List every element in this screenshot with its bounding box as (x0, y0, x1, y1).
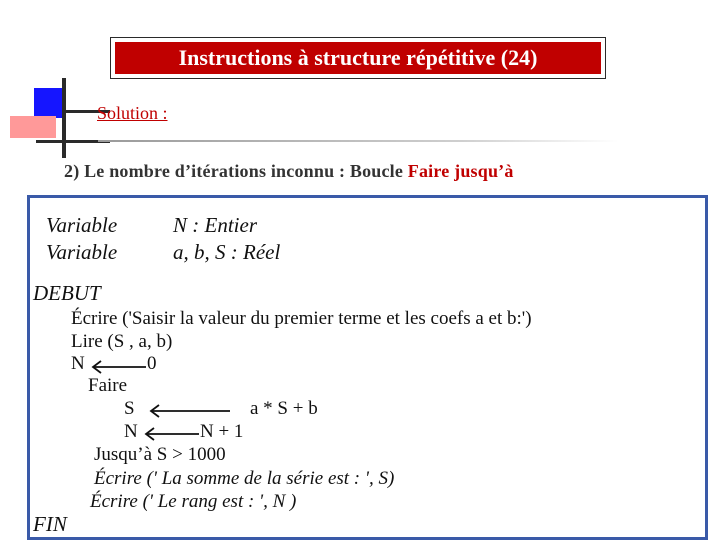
faire-keyword: Faire (88, 375, 128, 396)
title-box (110, 37, 606, 79)
page-title: Instructions à structure répétitive (24) (115, 42, 601, 74)
left-arrow-icon (143, 427, 199, 441)
declaration-value: a, b, S : Réel (173, 240, 281, 264)
assign-n-var: N (124, 421, 138, 442)
declaration-keyword: Variable (46, 213, 118, 237)
assign-s-value: a * S + b (250, 398, 318, 419)
separator-line (98, 140, 618, 142)
slide-logo-icon (0, 70, 110, 160)
subheading-prefix: 2) Le nombre d’itérations inconnu : Boucle (64, 161, 404, 181)
declaration-value: N : Entier (173, 213, 257, 237)
assign-n-value: N + 1 (200, 421, 244, 442)
fin-keyword: FIN (33, 512, 67, 536)
ecrire-statement: Écrire (' Le rang est : ', N ) (90, 491, 297, 512)
left-arrow-icon (148, 404, 230, 418)
init-value: 0 (147, 353, 157, 374)
section-heading: Solution : (97, 103, 168, 123)
ecrire-statement: Écrire ('Saisir la valeur du premier terme et les coefs a et b:') (71, 308, 532, 329)
declaration-keyword: Variable (46, 240, 118, 264)
assign-s-var: S (124, 398, 135, 419)
subheading (64, 161, 514, 182)
subheading-accent: Faire jusqu’à (407, 161, 514, 181)
ecrire-statement: Écrire (' La somme de la série est : ', S) (94, 468, 395, 489)
jusqua-condition: Jusqu’à S > 1000 (94, 444, 226, 465)
left-arrow-icon (90, 360, 146, 374)
debut-keyword: DEBUT (33, 281, 101, 305)
lire-statement: Lire (S , a, b) (71, 331, 173, 352)
init-var: N (71, 353, 85, 374)
